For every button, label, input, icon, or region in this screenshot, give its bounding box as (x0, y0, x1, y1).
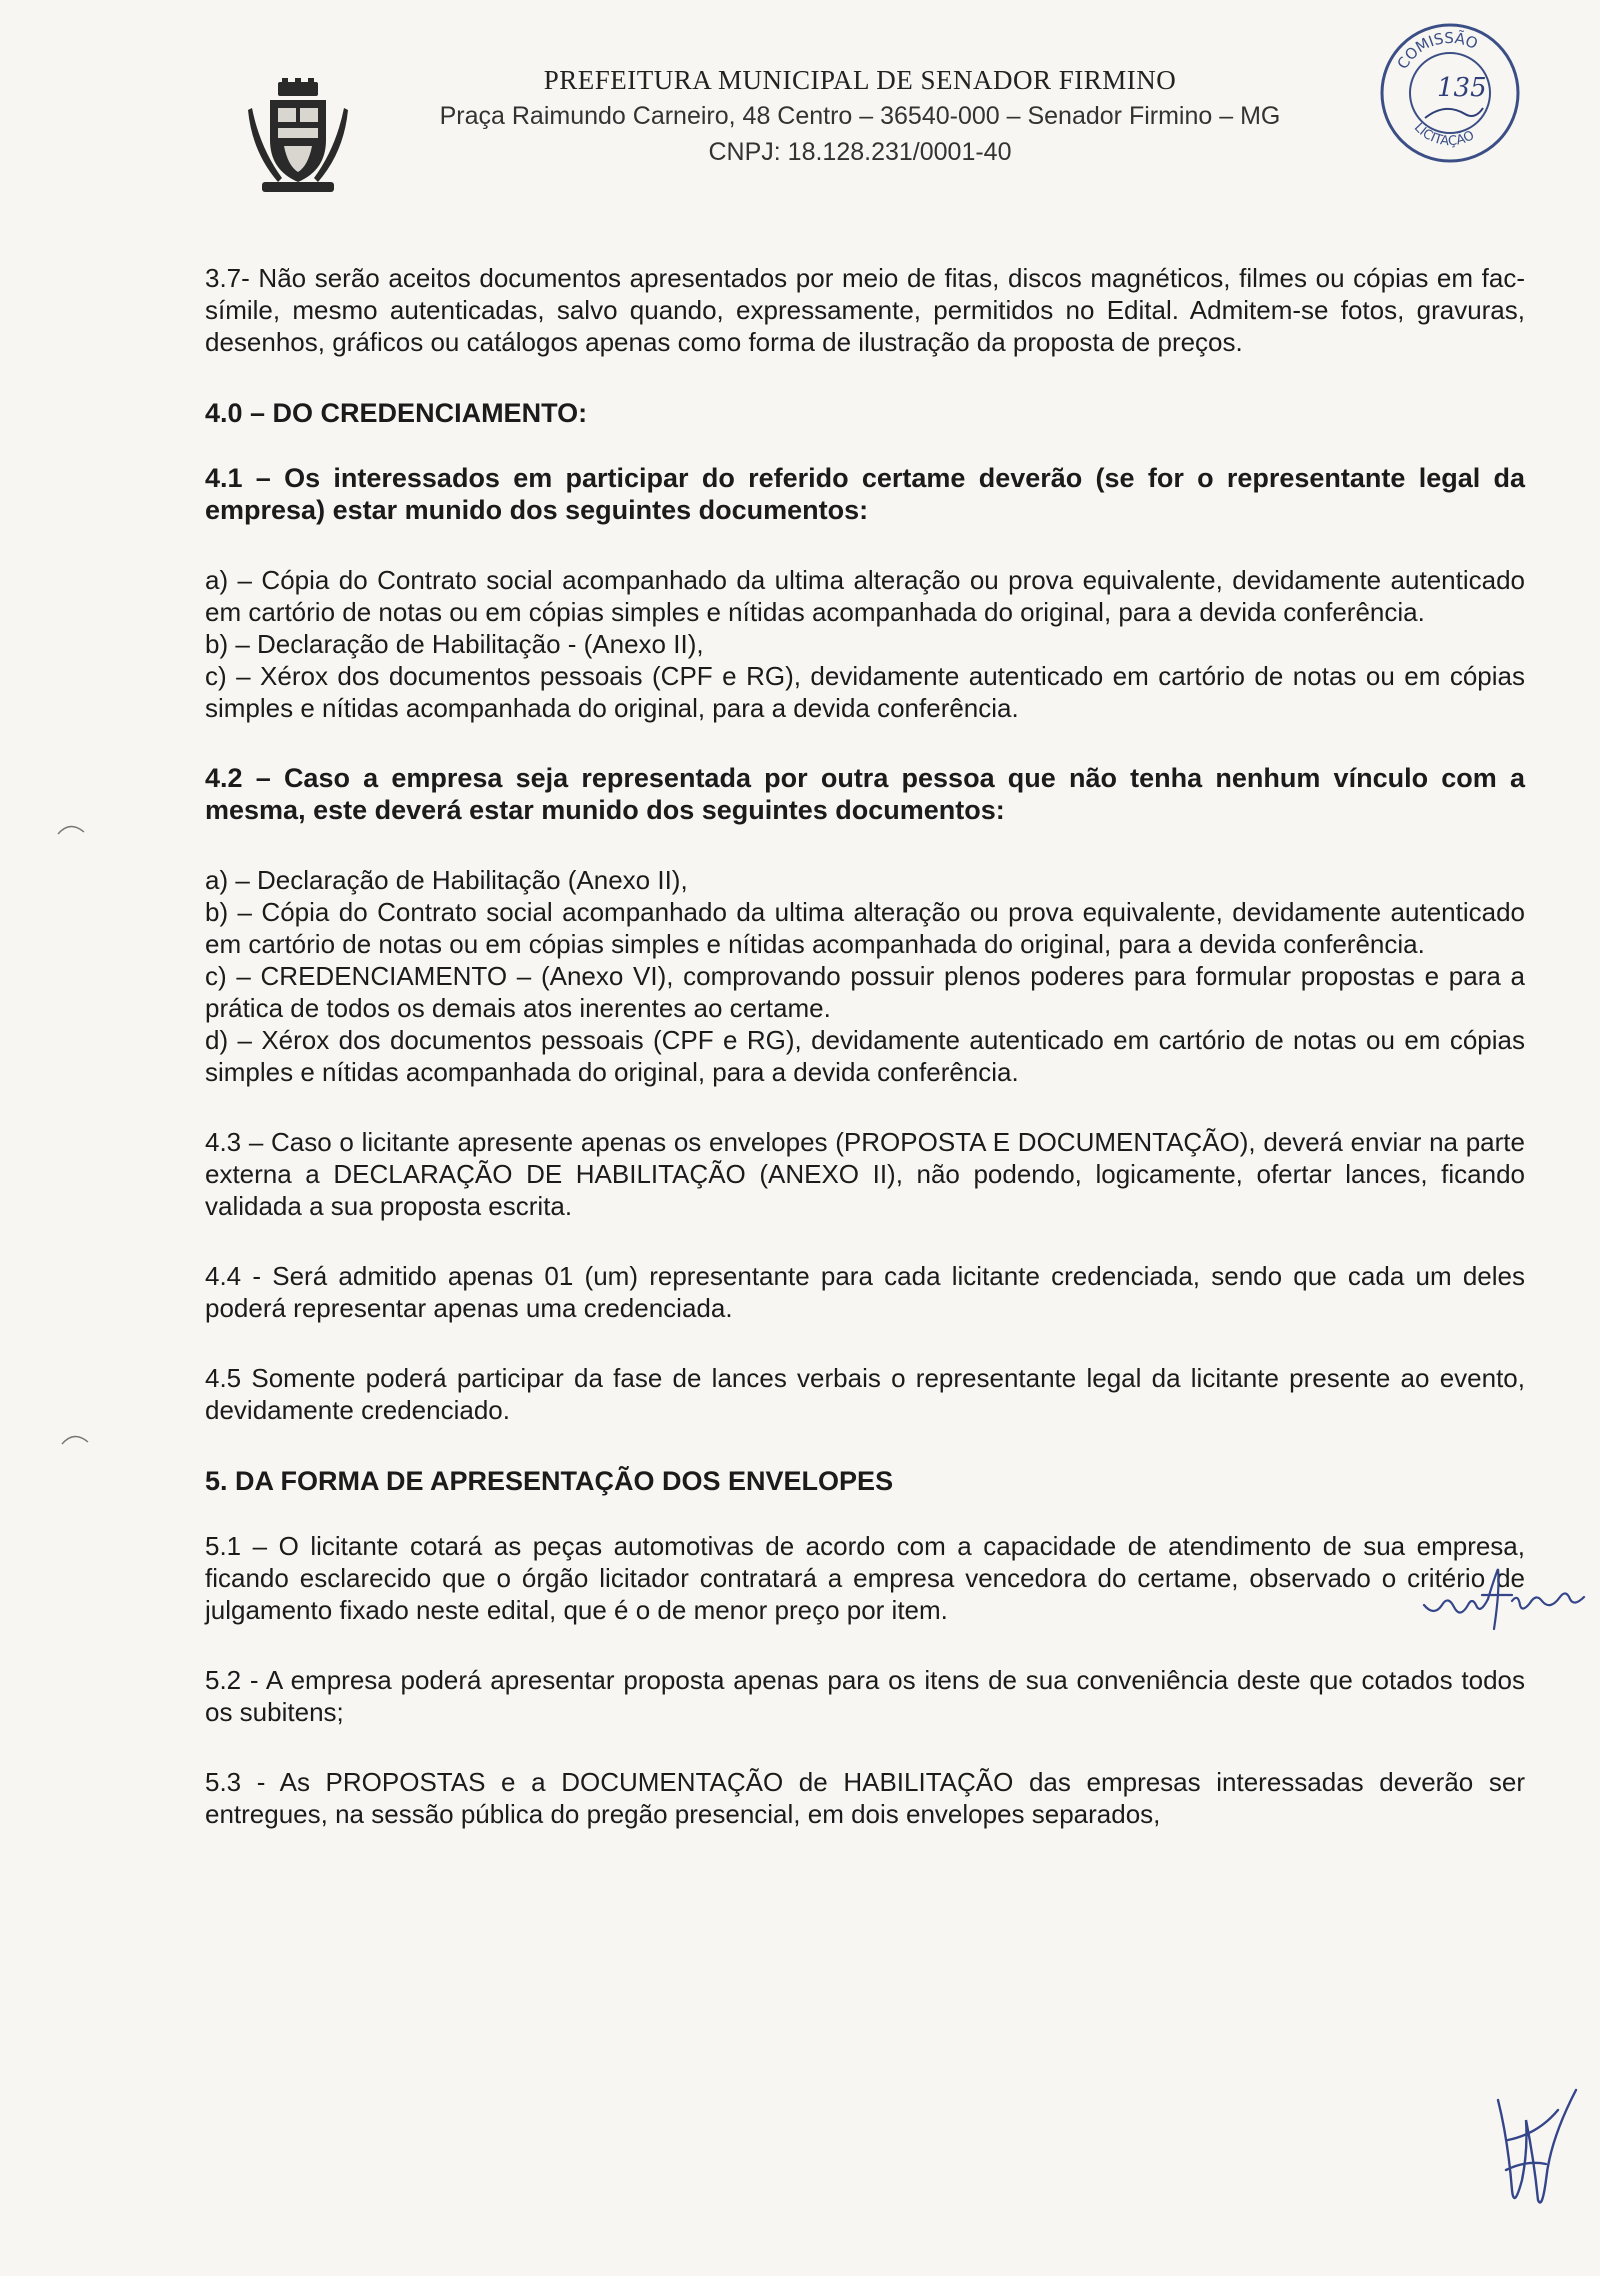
stamp-bottom-text: LICITAÇÃO (1410, 120, 1477, 150)
scan-mark-icon (56, 820, 86, 840)
paragraph-4-2-c: c) – CREDENCIAMENTO – (Anexo VI), comprovando possuir plenos poderes para formular propostas e para a prática de todos os demais atos inerentes ao certame. (205, 961, 1525, 1023)
letterhead (380, 62, 1340, 170)
document-body (205, 262, 1525, 1868)
heading-envelopes: 5. DA FORMA DE APRESENTAÇÃO DOS ENVELOPES (205, 1466, 894, 1496)
paragraph-4-2-d: d) – Xérox dos documentos pessoais (CPF e RG), devidamente autenticado em cartório de notas ou em cópias simples e nítidas acompanhada do original, para a devida conferência. (205, 1025, 1525, 1087)
stamp-number: 135 (1437, 73, 1487, 103)
stamp-top-text: COMISSÃO (1393, 28, 1481, 73)
municipality-address: Praça Raimundo Carneiro, 48 Centro – 36540-000 – Senador Firmino – MG (439, 102, 1281, 130)
paragraph-3-7: 3.7- Não serão aceitos documentos apresentados por meio de fitas, discos magnéticos, filmes ou cópias em fac-símile, mesmo autenticadas, salvo quando, expressamente, permitidos no Edital. Admitem-se fotos, gravuras, desenhos, gráficos ou catálogos apenas como forma de ilustração da proposta de preços. (205, 263, 1525, 357)
paragraph-4-1-c: c) – Xérox dos documentos pessoais (CPF e RG), devidamente autenticado em cartório de notas ou em cópias simples e nítidas acompanhada do original, para a devida conferência. (205, 661, 1525, 723)
paragraph-4-3: 4.3 – Caso o licitante apresente apenas os envelopes (PROPOSTA E DOCUMENTAÇÃO), deverá enviar na parte externa a DECLARAÇÃO DE HABILITAÇÃO (ANEXO II), não podendo, logicamente, ofertar lances, ficando validada a sua proposta escrita. (205, 1127, 1525, 1221)
paragraph-4-1-a: a) – Cópia do Contrato social acompanhado da ultima alteração ou prova equivalente, devidamente autenticado em cartório de notas ou em cópias simples e nítidas acompanhada do original, para a devida conferência. (205, 565, 1525, 627)
municipality-cnpj: CNPJ: 18.128.231/0001-40 (708, 138, 1012, 166)
paragraph-4-1-b: b) – Declaração de Habilitação - (Anexo II), (205, 629, 704, 659)
handwritten-signature-icon (1478, 2080, 1588, 2220)
coat-of-arms-icon (248, 78, 348, 198)
paragraph-5-2: 5.2 - A empresa poderá apresentar proposta apenas para os itens de sua conveniência deste que cotados todos os subitens; (205, 1665, 1525, 1727)
scan-mark-icon (60, 1430, 90, 1450)
paragraph-4-2-heading: 4.2 – Caso a empresa seja representada por outra pessoa que não tenha nenhum vínculo com a mesma, este deverá estar munido dos seguintes documentos: (205, 763, 1525, 825)
paragraph-4-2-b: b) – Cópia do Contrato social acompanhado da ultima alteração ou prova equivalente, devidamente autenticado em cartório de notas ou em cópias simples e nítidas acompanhada do original, para a devida conferência. (205, 897, 1525, 959)
municipality-title: PREFEITURA MUNICIPAL DE SENADOR FIRMINO (543, 65, 1177, 95)
heading-credenciamento: 4.0 – DO CREDENCIAMENTO: (205, 398, 588, 428)
commission-stamp-icon (1375, 18, 1525, 168)
paragraph-4-1-heading: 4.1 – Os interessados em participar do referido certame deverão (se for o representante legal da empresa) estar munido dos seguintes documentos: (205, 463, 1525, 525)
paragraph-4-2-a: a) – Declaração de Habilitação (Anexo II), (205, 865, 688, 895)
paragraph-5-1: 5.1 – O licitante cotará as peças automotivas de acordo com a capacidade de atendimento de sua empresa, ficando esclarecido que o órgão licitador contratará a empresa vencedora do certame, observado o critério de julgamento fixado neste edital, que é o de menor preço por item. (205, 1531, 1525, 1625)
paragraph-4-4: 4.4 - Será admitido apenas 01 (um) representante para cada licitante credenciada, sendo que cada um deles poderá representar apenas uma credenciada. (205, 1261, 1525, 1323)
paragraph-5-3: 5.3 - As PROPOSTAS e a DOCUMENTAÇÃO de HABILITAÇÃO das empresas interessadas deverão ser entregues, na sessão pública do pregão presencial, em dois envelopes separados, (205, 1767, 1525, 1829)
paragraph-4-5: 4.5 Somente poderá participar da fase de lances verbais o representante legal da licitante presente ao evento, devidamente credenciado. (205, 1363, 1525, 1425)
handwritten-initials-icon (1420, 1565, 1600, 1635)
